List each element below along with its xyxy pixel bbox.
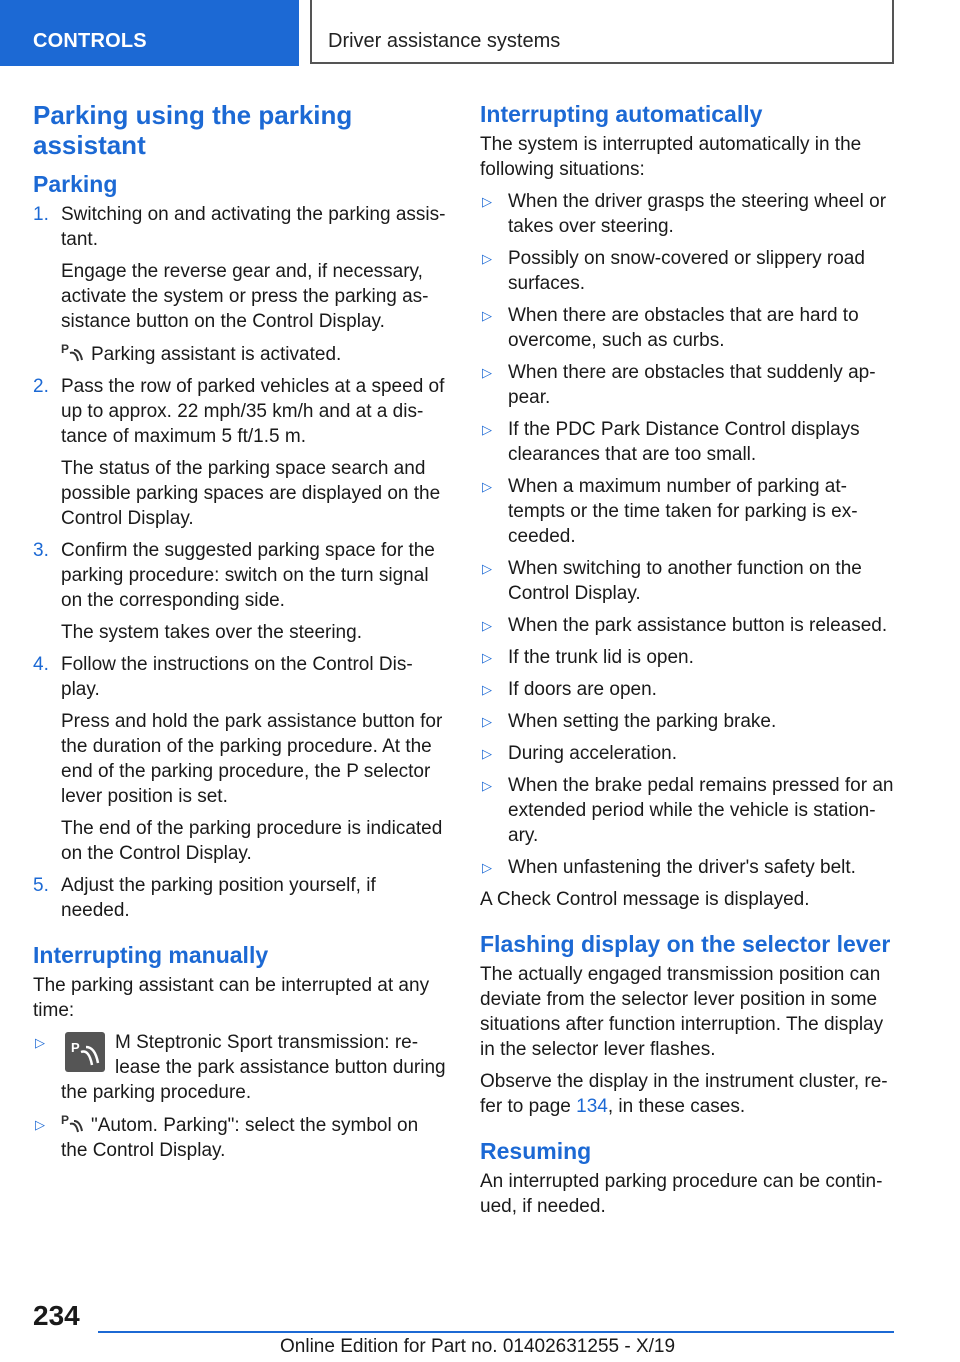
interrupt-auto-heading: Interrupting automatically (480, 101, 763, 127)
flashing-display-ref (480, 1069, 896, 1119)
list-item-text: When the driver grasps the steering wheel or takes over steering. (508, 191, 887, 237)
triangle-bullet-icon: ▷ (482, 251, 492, 266)
triangle-bullet-icon: ▷ (482, 682, 492, 697)
interrupt-auto-list (480, 189, 896, 880)
step-text: Pass the row of parked vehicles at a speed of up to approx. 22 mph/35 km/h and at a dis-tance of maximum 5 ft/1.5 m. (61, 376, 445, 447)
step-text: Adjust the parking position yourself, if needed. (61, 875, 376, 921)
step-2 (33, 374, 449, 531)
list-item (480, 677, 896, 702)
triangle-bullet-icon: ▷ (482, 746, 492, 761)
step-3 (33, 538, 449, 645)
list-item-text: If the trunk lid is open. (508, 647, 694, 668)
page-title: Parking using the parking assistant (33, 100, 353, 160)
page-ref-link[interactable]: 134 (576, 1096, 608, 1117)
list-item-text: If the PDC Park Distance Control displays clearances that are too small. (508, 419, 860, 465)
step-number: 1. (33, 204, 49, 225)
step-number: 5. (33, 875, 49, 896)
step-icon-note-text: Parking assistant is activated. (91, 344, 342, 365)
parking-heading: Parking (33, 171, 118, 197)
step-1 (33, 202, 449, 367)
header-section-tab (0, 0, 299, 66)
interrupt-manual-intro: The parking assistant can be interrupted at any time: (33, 975, 430, 1021)
list-item-text: "Autom. Parking": select the symbol on the Control Display. (61, 1115, 419, 1161)
step-text: Engage the reverse gear and, if necessary, activate the system or press the parking as-sistance button on the Control Display. (61, 261, 429, 332)
triangle-bullet-icon: ▷ (482, 308, 492, 323)
ref-text: , in these cases. (607, 1096, 746, 1117)
triangle-bullet-icon: ▷ (482, 479, 492, 494)
list-item-text: When unfastening the driver's safety belt. (508, 857, 856, 878)
list-item (480, 360, 896, 410)
list-item (480, 645, 896, 670)
step-text: The system takes over the steering. (61, 622, 362, 643)
step-5 (33, 873, 449, 923)
interrupt-manual-heading: Interrupting manually (33, 942, 269, 968)
step-number: 4. (33, 654, 49, 675)
list-item (480, 613, 896, 638)
list-item (480, 474, 896, 549)
list-item (480, 189, 896, 239)
flashing-display-text: The actually engaged transmission position can deviate from the selector lever position in some situations after function interruption. The display in the selector lever flashes. (480, 964, 884, 1060)
list-item-text: When the park assistance button is released. (508, 615, 888, 636)
resuming-heading: Resuming (480, 1138, 592, 1164)
list-item (480, 417, 896, 467)
header-section-label: CONTROLS (33, 30, 147, 52)
triangle-bullet-icon: ▷ (482, 422, 492, 437)
parking-steps (33, 202, 449, 923)
list-item (480, 303, 896, 353)
triangle-bullet-icon: ▷ (35, 1117, 45, 1132)
triangle-bullet-icon: ▷ (482, 618, 492, 633)
list-item-text: Possibly on snow-covered or slippery road surfaces. (508, 248, 865, 294)
list-item-text: When the brake pedal remains pressed for an extended period while the vehicle is station-ary. (508, 775, 894, 846)
parking-assistant-icon (61, 341, 85, 363)
step-text: Confirm the suggested parking space for the parking procedure: switch on the turn signal on the corresponding side. (61, 540, 435, 611)
svg-text:P: P (61, 1113, 70, 1127)
page-number: 234 (33, 1300, 80, 1331)
triangle-bullet-icon: ▷ (482, 365, 492, 380)
footer-rule (98, 1331, 894, 1333)
list-item-text: When there are obstacles that are hard to overcome, such as curbs. (508, 305, 859, 351)
triangle-bullet-icon: ▷ (482, 714, 492, 729)
step-4 (33, 652, 449, 866)
ref-text: Observe the display in the instrument cluster, re-fer to page (480, 1071, 888, 1117)
step-text: Follow the instructions on the Control Dis-play. (61, 654, 413, 700)
step-text: The end of the parking procedure is indicated on the Control Display. (61, 818, 443, 864)
list-item-text: During acceleration. (508, 743, 677, 764)
triangle-bullet-icon: ▷ (35, 1035, 45, 1050)
triangle-bullet-icon: ▷ (482, 778, 492, 793)
check-control-note: A Check Control message is displayed. (480, 889, 810, 910)
list-item (480, 709, 896, 734)
svg-text:P: P (71, 1040, 80, 1055)
step-icon-note (61, 341, 449, 367)
list-item (480, 741, 896, 766)
park-assistance-button-icon (65, 1032, 105, 1072)
list-item-text: When switching to another function on the Control Display. (508, 558, 862, 604)
triangle-bullet-icon: ▷ (482, 650, 492, 665)
list-item (480, 556, 896, 606)
triangle-bullet-icon: ▷ (482, 194, 492, 209)
list-item (33, 1030, 449, 1105)
interrupt-auto-intro: The system is interrupted automatically in the following situations: (480, 134, 862, 180)
step-number: 2. (33, 376, 49, 397)
interrupt-manual-list (33, 1030, 449, 1163)
header-chapter-box (310, 0, 894, 64)
list-item (480, 855, 896, 880)
footer-edition: Online Edition for Part no. 01402631255 - X/19 (280, 1336, 676, 1357)
right-column (480, 100, 896, 1226)
parking-assistant-icon (61, 1112, 85, 1134)
triangle-bullet-icon: ▷ (482, 860, 492, 875)
left-column (33, 100, 449, 1170)
list-item-text: When setting the parking brake. (508, 711, 777, 732)
header-chapter-label: Driver assistance systems (328, 30, 561, 52)
step-number: 3. (33, 540, 49, 561)
list-item (33, 1112, 449, 1163)
triangle-bullet-icon: ▷ (482, 561, 492, 576)
step-text: Press and hold the park assistance button for the duration of the parking procedure. At the end of the parking procedure, the P selector lever position is set. (61, 711, 443, 807)
list-item-text: If doors are open. (508, 679, 657, 700)
step-text: The status of the parking space search and possible parking spaces are displayed on the Control Display. (61, 458, 441, 529)
flashing-display-heading: Flashing display on the selector lever (480, 931, 891, 957)
list-item-text: When a maximum number of parking at-tempts or the time taken for parking is ex-ceeded. (508, 476, 858, 547)
list-item-text: When there are obstacles that suddenly ap-pear. (508, 362, 876, 408)
resuming-text: An interrupted parking procedure can be contin-ued, if needed. (480, 1171, 883, 1217)
list-item (480, 773, 896, 848)
list-item (480, 246, 896, 296)
list-item-text: M Steptronic Sport transmission: re-lease the park assistance button during the parking procedure. (61, 1032, 446, 1103)
svg-text:P: P (61, 342, 70, 356)
step-text: Switching on and activating the parking assis-tant. (61, 204, 446, 250)
